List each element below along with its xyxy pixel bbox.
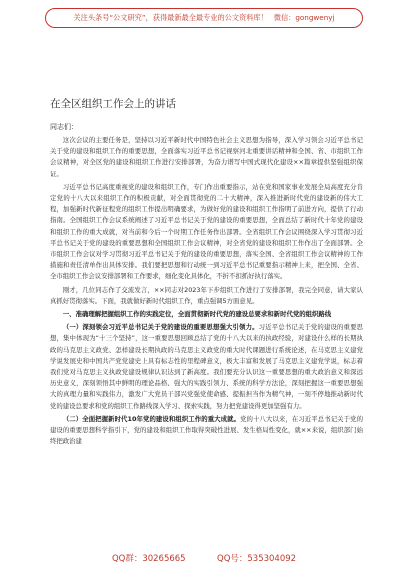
subsection-1	[50, 322, 363, 412]
subsection-2-body: 党的十八大以来，在习近平总书记关于党的建设的重要思想科学指引下，党的建设和组织工作取得突破性进展、发生格局性变化，就××来说，组织部门始终把政治建	[50, 414, 363, 446]
footer-contact	[0, 552, 408, 564]
wechat-id: 微信：gongwenyj	[273, 13, 335, 22]
promo-banner	[45, 8, 363, 28]
subsection-2-heading: （二）全面把握新时代10年党的建设和组织工作的重大成就。	[62, 414, 241, 423]
paragraph-transition: 刚才，几位同志作了交流发言，××同志对2023年下步组织工作进行了安排部署，我完全同意，请大家认真抓好贯彻落实。下面，我就做好新时代组织工作，重点强调5方面意见。	[50, 285, 363, 305]
qq-group: QQ群：30265665	[111, 554, 186, 564]
subsection-1-body: 习近平总书记关于党的建设的重要思想，集中体现为“十三个坚持”，这一重要思想回顾总结了党的十八大以来的执政经验，对建设什么样的长期执政的马克思主义政党、怎样建设长期执政的马克思主义政党的重大时代课题进行系统论述，在马克思主义建党学说发展史和中国共产党党建史上具有标志性的里程碑意义，极大丰富和发展了马克思主义建党学说，标志着我们党对马克思主义执政党建设规律认识达到了新高度。我们要充分认识这一重要思想的重大政治意义和深远历史意义，深刻领悟其中鲜明的理论品格、强大的实践引领力、系统的科学方法论，深刻把握这一重要思想强大的真理力量和实践伟力，激发广大党员干部兴党强党使命感、提振担当作为精气神，一刻不停地推动新时代党的建设总要求和党的组织工作路线深入学习、探索实践，努力把党建设得更加坚强有力。	[50, 323, 363, 410]
paragraph-intro: 这次会议的主要任务是，坚持以习近平新时代中国特色社会主义思想为指导，深入学习领会习近平总书记关于党的建设和组织工作的重要思想，全面落实习近平总书记视察河北重要讲话精神和全国、省、市组织工作会议精神，对全区党的建设和组织工作进行安排部署，为奋力谱写中国式现代化建设××篇章提供坚强组织保证。	[50, 136, 363, 178]
section-heading-1: 一、准确理解把握组织工作的实践定位，全面贯彻新时代党的建设总要求和新时代党的组织路线	[62, 310, 332, 319]
document-title: 在全区组织工作会上的讲话	[50, 98, 176, 110]
subsection-1-heading: （一）深刻领会习近平总书记关于党的建设的重要思想强大引领力。	[62, 323, 259, 332]
salutation: 同志们：	[50, 123, 78, 131]
subsection-2	[50, 414, 363, 448]
document-body	[50, 135, 363, 449]
qq-number: QQ号：535304092	[217, 554, 297, 564]
promo-banner-text: 关注头条号“公文研究”，获得最新最全最专业的公文资料库！	[73, 13, 268, 22]
paragraph-background: 习近平总书记高度重视党的建设和组织工作，专门作出重要指示，站在党和国家事业发展全局高度充分肯定党的十八大以来组织工作的积极贡献，对全面贯彻党的二十大精神，深入推进新时代党的建设新的伟大工程，加强新时代新征程党的组织工作提出明确要求，为做好党的建设和组织工作指明了前进方向，提供了行动指南。全国组织工作会议系统阐述了习近平总书记关于党的建设的重要思想，全面总结了新时代十年党的建设和组织工作的重大成就，对当前和今后一个时期工作任务作出部署。全省组织工作会议围绕深入学习贯彻习近平总书记关于党的建设的重要思想和全国组织工作会议精神，对全省党的建设和组织工作作出了全面部署。全市组织工作会议对学习贯彻习近平总书记关于党的建设的重要思想，落实全国、全省组织工作会议精神的工作措施和责任清单作出具体安排。我们要把思想和行动统一到习近平总书记重要指示精神上来，把全国、全省、全市组织工作会议安排部署和工作要求，细化变化具体化，不折不扣抓好执行落实。	[50, 182, 363, 281]
